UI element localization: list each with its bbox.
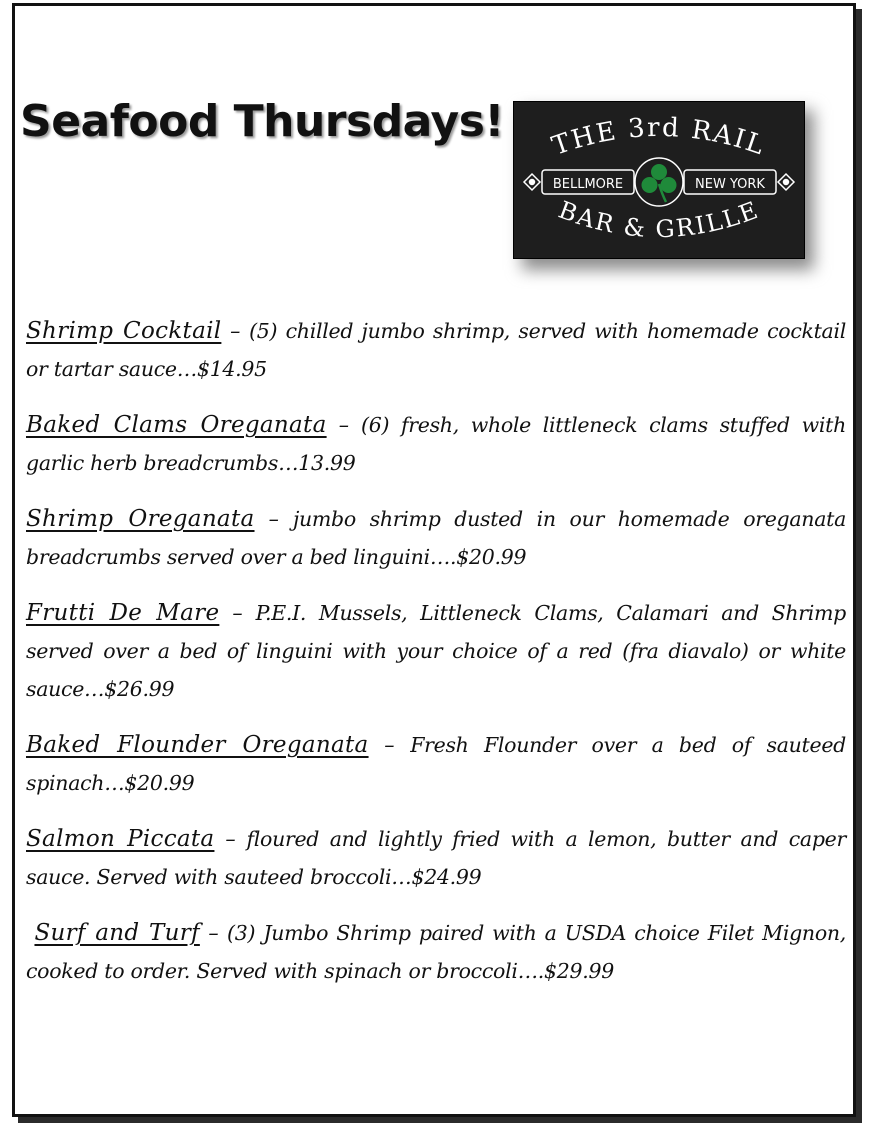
restaurant-logo (513, 101, 805, 259)
menu-item-name: Frutti De Mare (26, 600, 220, 626)
menu-item-description: floured and lightly fried with a lemon, butter and caper sauce. Served with sauteed broccoli…$24.99 (26, 827, 846, 889)
menu-item-name: Baked Clams Oreganata (26, 412, 327, 438)
logo-bottom-text: BAR & GRILLE (554, 195, 764, 244)
menu-item: Baked Flounder Oreganata – Fresh Flounder over a bed of sauteed spinach…$20.99 (26, 732, 846, 795)
menu-item-name: Shrimp Cocktail (26, 318, 222, 344)
menu-item-description: (5) chilled jumbo shrimp, served with homemade cocktail or tartar sauce…$14.95 (26, 319, 846, 381)
menu-item-name: Baked Flounder Oreganata (26, 732, 369, 758)
menu-item-description: P.E.I. Mussels, Littleneck Clams, Calamari and Shrimp served over a bed of linguini with your choice of a red (fra diavalo) or white sauce…$26.99 (26, 601, 846, 701)
menu-item-description: (3) Jumbo Shrimp paired with a USDA choice Filet Mignon, cooked to order. Served with spinach or broccoli….$29.99 (26, 921, 846, 983)
logo-top-text: THE 3rd RAIL (548, 112, 770, 162)
menu-item: Shrimp Cocktail – (5) chilled jumbo shrimp, served with homemade cocktail or tartar sauce…$14.95 (26, 318, 846, 381)
menu-item-name: Surf and Turf (34, 920, 200, 946)
menu-item-name: Salmon Piccata (26, 826, 215, 852)
menu-item: Salmon Piccata – floured and lightly fried with a lemon, butter and caper sauce. Served with sauteed broccoli…$24.99 (26, 826, 846, 889)
logo-left-tag: BELLMORE (552, 177, 624, 192)
menu-item: Shrimp Oreganata – jumbo shrimp dusted in our homemade oreganata breadcrumbs served over a bed linguini….$20.99 (26, 506, 846, 569)
page-title: Seafood Thursdays! (20, 96, 504, 147)
menu-list (26, 312, 846, 1008)
left-scroll-ornament (524, 174, 540, 190)
right-scroll-ornament (778, 174, 794, 190)
menu-item: Surf and Turf – (3) Jumbo Shrimp paired with a USDA choice Filet Mignon, cooked to order. Served with spinach or broccoli….$29.99 (26, 920, 846, 983)
menu-item-name: Shrimp Oreganata (26, 506, 255, 532)
logo-right-tag: NEW YORK (695, 177, 765, 192)
menu-item: Baked Clams Oreganata – (6) fresh, whole littleneck clams stuffed with garlic herb breadcrumbs…13.99 (26, 412, 846, 475)
menu-item: Frutti De Mare – P.E.I. Mussels, Littleneck Clams, Calamari and Shrimp served over a bed of linguini with your choice of a red (fra diavalo) or white sauce…$26.99 (26, 600, 846, 701)
menu-item-description: Fresh Flounder over a bed of sauteed spinach…$20.99 (26, 733, 846, 795)
menu-item-description: (6) fresh, whole littleneck clams stuffed with garlic herb breadcrumbs…13.99 (26, 413, 846, 475)
menu-item-description: jumbo shrimp dusted in our homemade oreganata breadcrumbs served over a bed linguini….$20.99 (26, 507, 846, 569)
shamrock-icon (635, 158, 683, 206)
